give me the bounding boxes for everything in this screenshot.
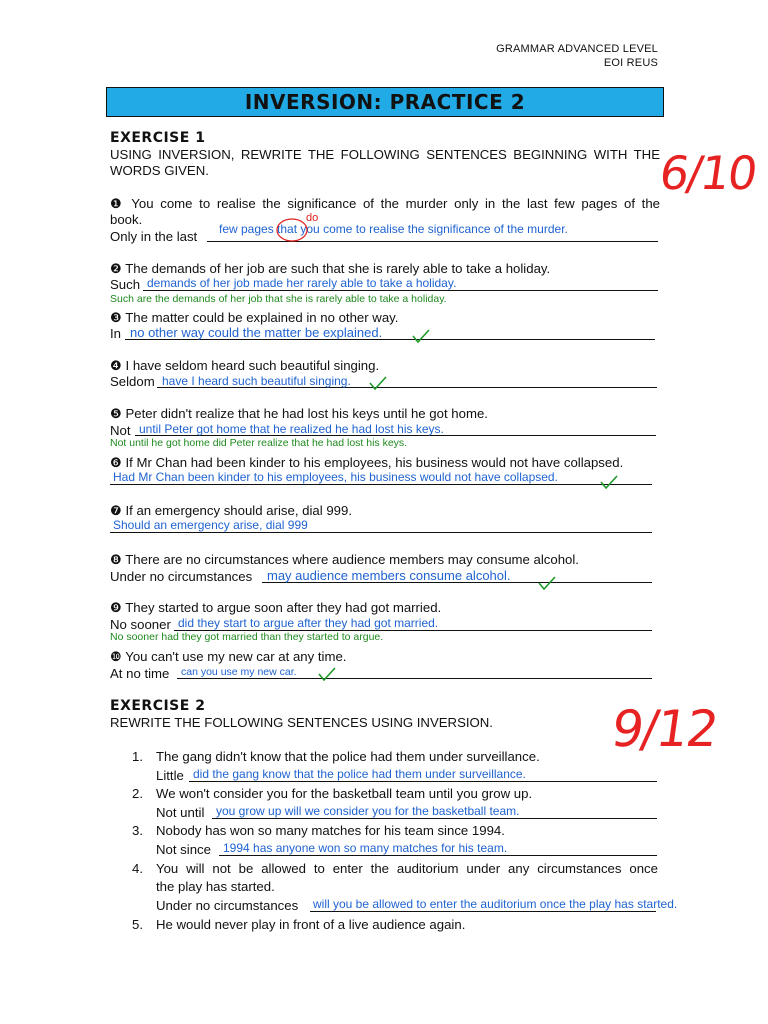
q8-text: ❽ There are no circumstances where audience members may consume alcohol. [110,552,579,567]
e2-q2-answer-line [212,818,657,819]
q1-circle-mark [275,217,309,243]
e2-q3-number: 3. [132,823,143,838]
e2-q4-prompt: Under no circumstances [156,898,299,913]
exercise-2-score: 9/12 [607,700,721,758]
q4-text: ❹ I have seldom heard such beautiful singing. [110,358,380,373]
q5-correction: Not until he got home did Peter realize that he had lost his keys. [110,437,408,449]
e2-q4-text: You will not be allowed to enter the auditorium under any circumstances once [156,861,658,876]
q2-prompt: Such [110,277,141,292]
e2-q3-answer: 1994 has anyone won so many matches for his team. [223,841,508,855]
q5-text: ❺ Peter didn't realize that he had lost his keys until he got home. [110,406,488,421]
e2-q2-prompt: Not until [156,805,205,820]
exercise-1-score: 6/10 [656,146,760,200]
q3-prompt: In [110,326,121,341]
e2-q1-text: The gang didn't know that the police had them under surveillance. [156,749,540,764]
e2-q1-prompt: Little [156,768,184,783]
e2-q4-answer: will you be allowed to enter the auditorium once the play has started. [313,897,678,911]
q2-answer: demands of her job made her rarely able to take a holiday. [147,276,457,290]
e2-q1-answer-line [189,781,657,782]
e2-q1-number: 1. [132,749,143,764]
q9-text: ❾ They started to argue soon after they had got married. [110,600,442,615]
e2-q3-answer-line [219,855,657,856]
q3-text: ❸ The matter could be explained in no other way. [110,310,399,325]
e2-q5-number: 5. [132,917,143,932]
e2-q1-answer: did the gang know that the police had them under surveillance. [193,767,526,781]
q8-prompt: Under no circumstances [110,569,253,584]
q6-answer: Had Mr Chan been kinder to his employees, his business would not have collapsed. [113,470,558,484]
e2-q4-number: 4. [132,861,143,876]
e2-q2-answer: you grow up will we consider you for the basketball team. [216,804,520,818]
exercise-1-instructions: USING INVERSION, REWRITE THE FOLLOWING SENTENCES BEGINNING WITH THE [110,147,660,162]
q3-checkmark-icon [412,329,430,343]
q4-answer: have I heard such beautiful singing. [162,374,351,388]
exercise-2-title: EXERCISE 2 [110,698,206,714]
e2-q3-prompt: Not since [156,842,211,857]
q9-correction: No sooner had they got married than they started to argue. [110,631,384,643]
q6-answer-line [110,484,652,485]
q10-checkmark-icon [318,667,336,681]
q10-prompt: At no time [110,666,170,681]
q1-text: ❶ You come to realise the significance of the murder only in the last few pages of the [110,196,660,211]
q10-text: ❿ You can't use my new car at any time. [110,649,347,664]
school-name: EOI REUS [603,57,658,69]
q10-answer: can you use my new car. [181,666,297,678]
e2-q4-answer-line [310,911,656,912]
exercise-1-title: EXERCISE 1 [110,130,206,146]
exercise-1-instructions-2: WORDS GIVEN. [110,163,209,178]
q9-answer: did they start to argue after they had got married. [178,616,439,630]
e2-q5-text: He would never play in front of a live audience again. [156,917,466,932]
course-level: GRAMMAR ADVANCED LEVEL [496,43,658,55]
q10-answer-line [177,678,652,679]
q4-prompt: Seldom [110,374,155,389]
q2-correction: Such are the demands of her job that she is rarely able to take a holiday. [110,293,447,305]
q2-answer-line [143,290,658,291]
q1-prompt: Only in the last [110,229,198,244]
e2-q4-text-2: the play has started. [156,879,275,894]
q8-checkmark-icon [538,576,556,590]
exercise-2-instructions: REWRITE THE FOLLOWING SENTENCES USING INVERSION. [110,715,493,730]
page-title: INVERSION: PRACTICE 2 [106,87,664,117]
q6-checkmark-icon [600,475,618,489]
e2-q3-text: Nobody has won so many matches for his team since 1994. [156,823,505,838]
q6-text: ❻ If Mr Chan had been kinder to his employees, his business would not have collapsed. [110,455,624,470]
q7-answer-line [110,532,652,533]
q5-prompt: Not [110,423,131,438]
q7-text: ❼ If an emergency should arise, dial 999. [110,503,353,518]
q8-answer: may audience members consume alcohol. [267,568,511,583]
q7-answer: Should an emergency arise, dial 999 [113,518,308,532]
e2-q2-text: We won't consider you for the basketball team until you grow up. [156,786,533,801]
q9-prompt: No sooner [110,617,171,632]
q3-answer: no other way could the matter be explained. [130,325,383,340]
e2-q2-number: 2. [132,786,143,801]
q2-text: ❷ The demands of her job are such that she is rarely able to take a holiday. [110,261,551,276]
q1-edit-mark: do [306,212,319,224]
q4-checkmark-icon [369,376,387,390]
q1-answer: few pages that you come to realise the significance of the murder. [219,222,568,236]
q5-answer: until Peter got home that he realized he had lost his keys. [139,422,444,436]
q1-text-2: book. [110,212,143,227]
